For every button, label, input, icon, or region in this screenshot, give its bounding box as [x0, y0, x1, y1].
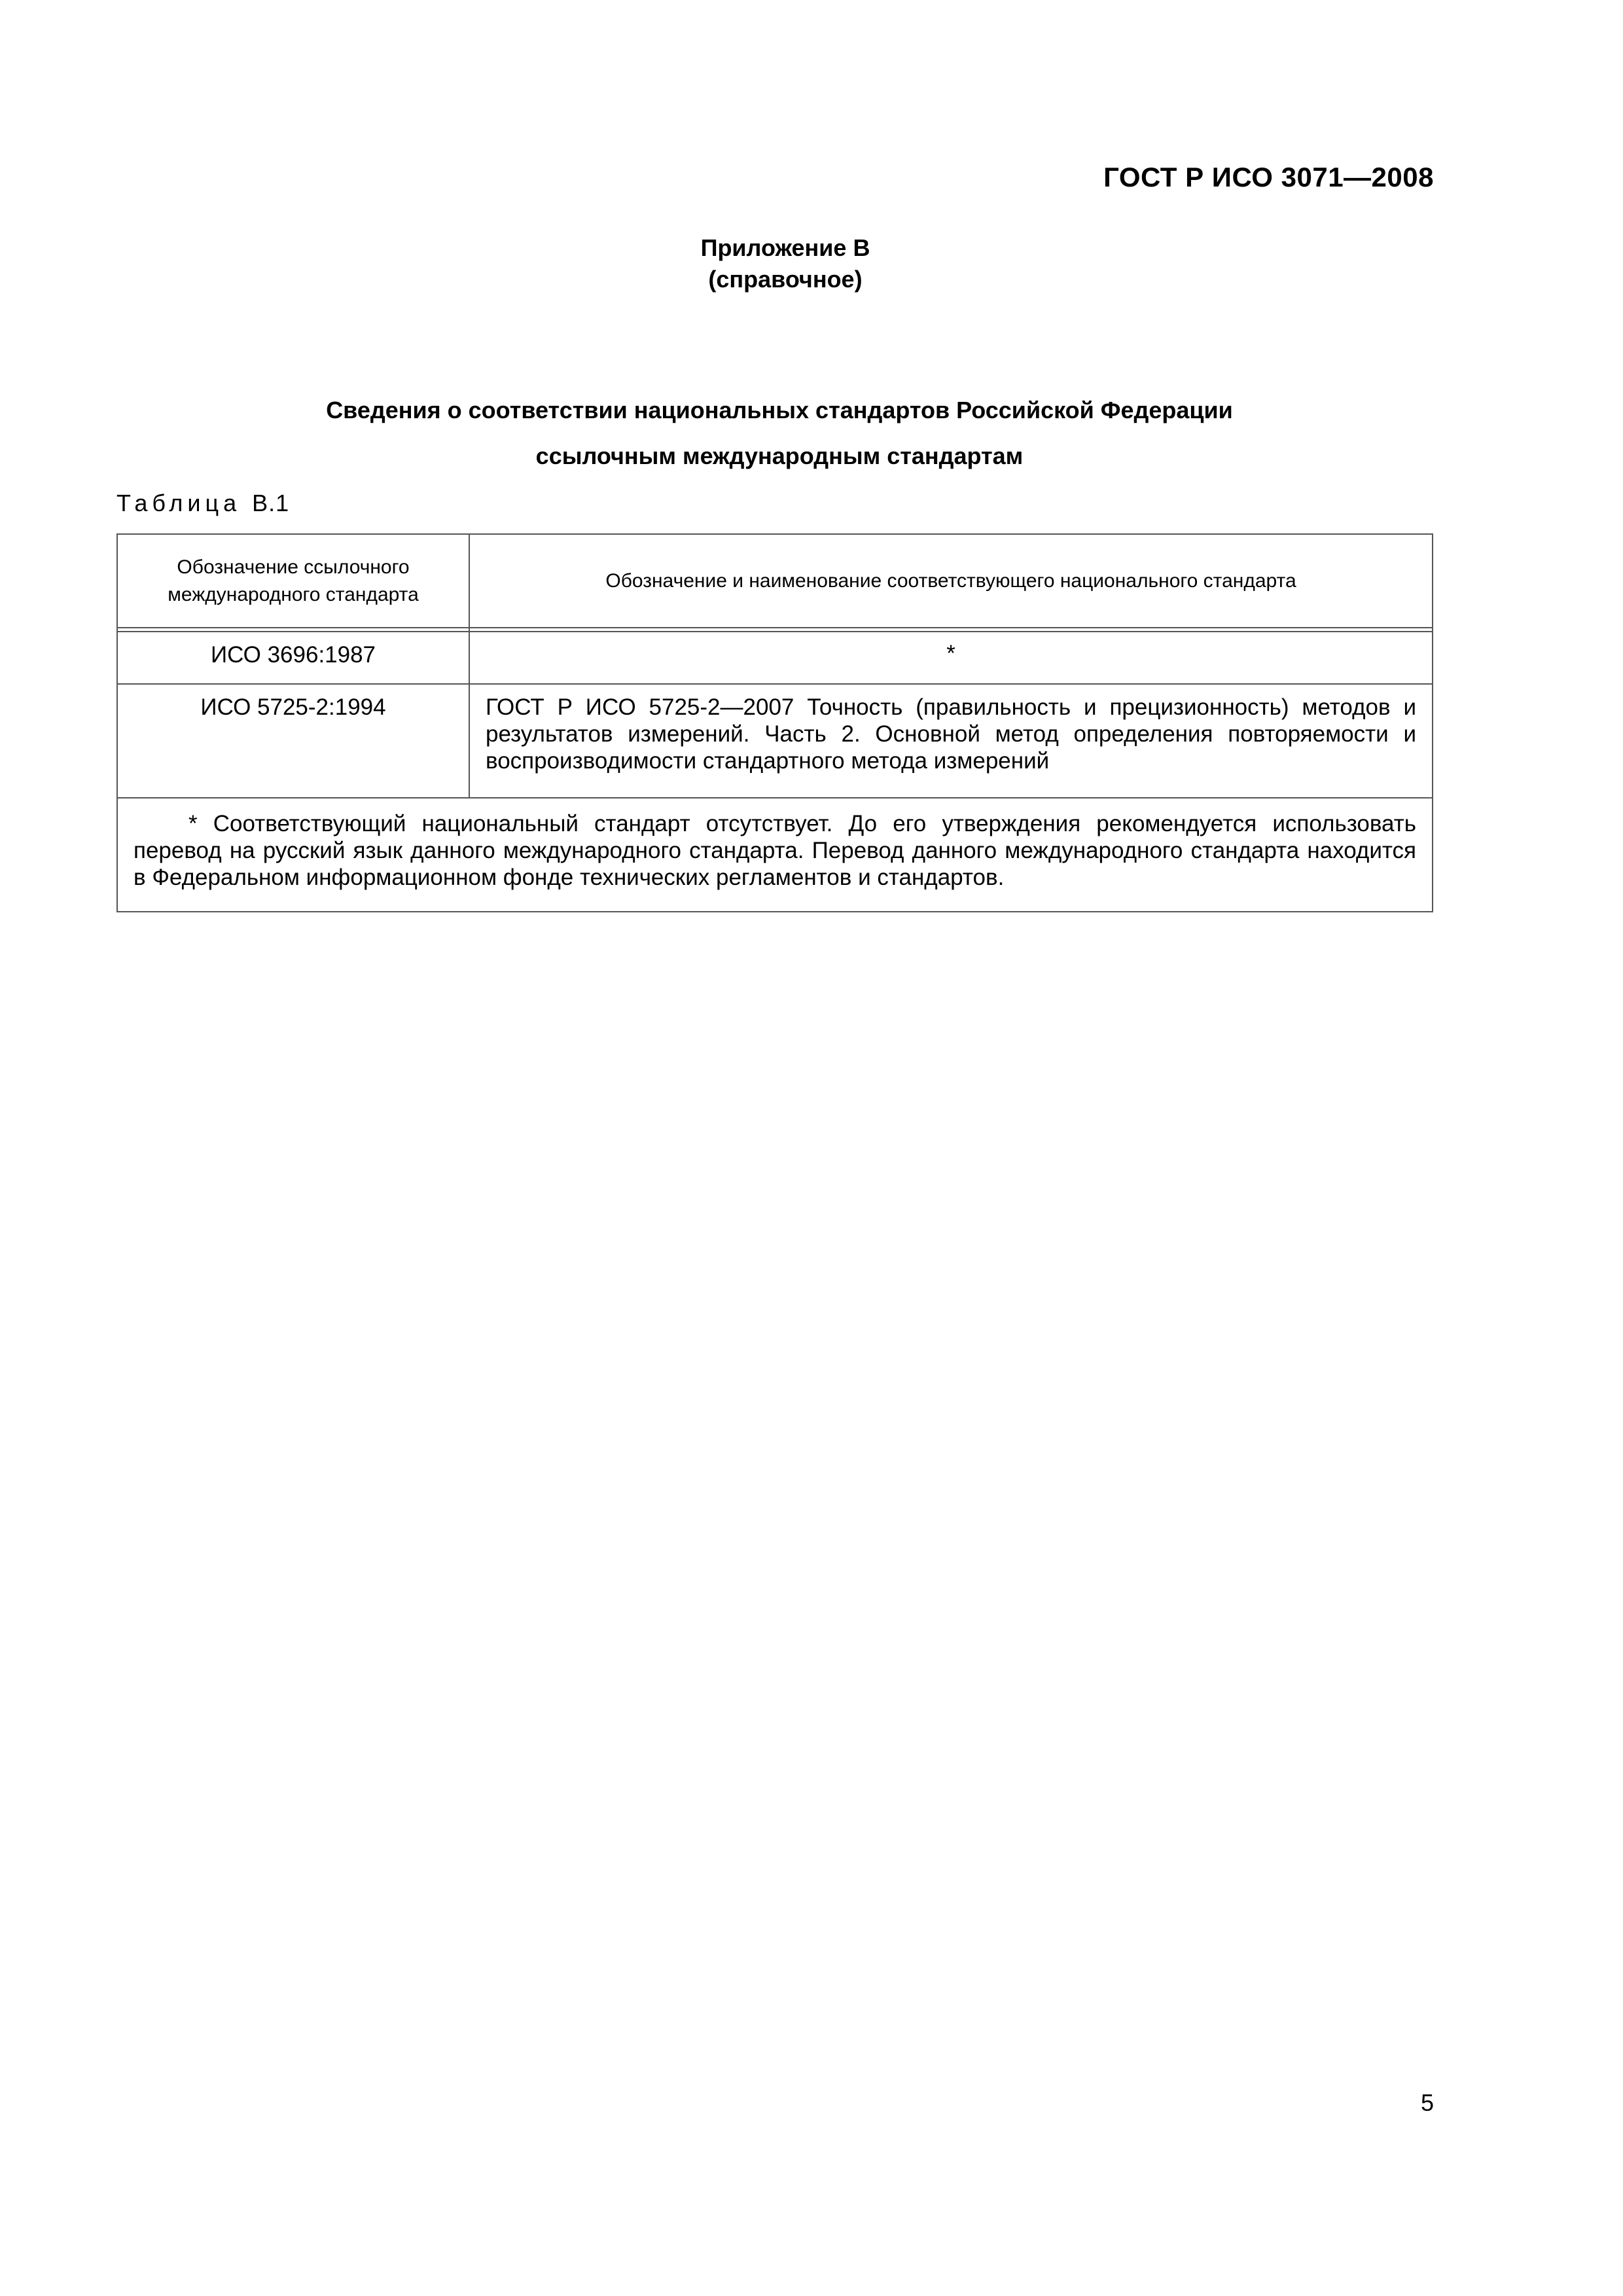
annex-subtitle: (справочное): [708, 266, 863, 293]
table-cell-code: ИСО 3696:1987: [117, 632, 469, 684]
section-heading: [0, 387, 1559, 479]
section-title-line1: Сведения о соответствии национальных стандартов Российской Федерации: [326, 397, 1233, 423]
page-number: 5: [1420, 2089, 1434, 2116]
table-footnote-indent: [134, 811, 188, 836]
annex-title: Приложение В: [700, 234, 870, 261]
reference-standards-table: [116, 533, 1433, 912]
table-caption-label: Таблица: [116, 490, 241, 516]
document-code: ГОСТ Р ИСО 3071—2008: [1103, 162, 1434, 192]
table-caption: [116, 490, 289, 517]
section-title-line2: ссылочным международным стандартам: [535, 442, 1024, 469]
table-cell-description: ГОСТ Р ИСО 5725-2—2007 Точность (правильность и прецизионность) методов и результатов измерений. Часть 2. Основной метод определения повторяемости и воспроизводимости стандартного метода измерений: [469, 684, 1433, 798]
table-header-col2: Обозначение и наименование соответствующего национального стандарта: [469, 534, 1433, 628]
table-footnote-row: [117, 798, 1433, 912]
table-header-col1: Обозначение ссылочного международного стандарта: [117, 534, 469, 628]
table-row: [117, 684, 1433, 798]
table-header-row: [117, 534, 1433, 628]
table-footnote: * Соответствующий национальный стандарт отсутствует. До его утверждения рекомендуется использовать перевод на русский язык данного международного стандарта. Перевод данного международного стандарта находится в Федеральном информационном фонде технических регламентов и стандартов.: [134, 811, 1416, 890]
table-footnote-cell: [117, 798, 1433, 912]
table-caption-number: В.1: [252, 490, 290, 516]
table-row: [117, 632, 1433, 684]
annex-heading: [0, 232, 1571, 295]
table-cell-code: ИСО 5725-2:1994: [117, 684, 469, 798]
table-cell-description: *: [469, 632, 1433, 684]
